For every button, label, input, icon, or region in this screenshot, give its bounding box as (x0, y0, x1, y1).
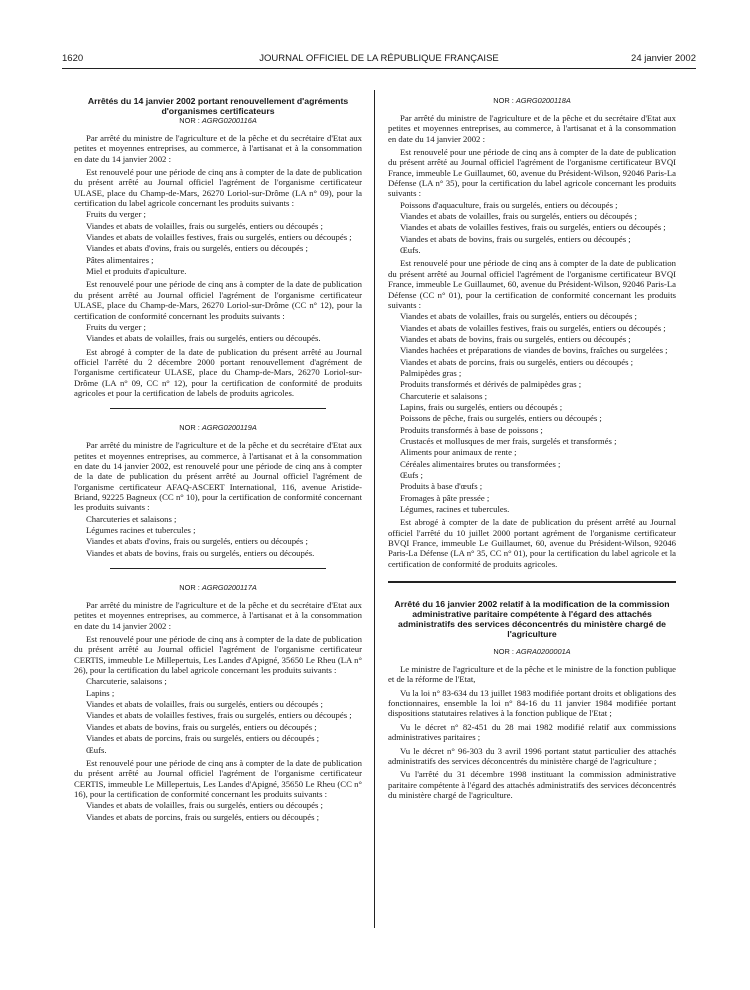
list-item: Viandes et abats de volailles, frais ou surgelés, entiers ou découpés ; (86, 220, 323, 231)
list-item: Œufs. (400, 245, 421, 256)
list-item: Viandes et abats de volailles, frais ou surgelés, entiers ou découpés ; (400, 211, 637, 222)
list-item: Fruits du verger ; (86, 209, 146, 220)
list-item: Lapins, frais ou surgelés, entiers ou découpés ; (400, 401, 563, 412)
list-item: Œufs ; (400, 470, 423, 480)
list-item: Charcuteries et salaisons ; (86, 513, 177, 524)
nor-code: AGRA0200001A (515, 647, 571, 657)
list-item: Crustacés et mollusques de mer frais, surgelés et transformés ; (400, 435, 617, 446)
issue-date: 24 janvier 2002 (631, 53, 696, 64)
header-rule (62, 68, 696, 69)
list-item: Légumes racines et tubercules ; (86, 525, 196, 535)
decree-title-2: Arrêté du 16 janvier 2002 relatif à la modification de la commission administrative paritaire compétente à l'égard des attachés administratifs des services déconcentrés du ministère chargé de l'agriculture (394, 599, 670, 640)
section-divider (110, 568, 326, 569)
right-column (388, 96, 676, 800)
list-item: Poissons d'aquaculture, frais ou surgelés, entiers ou découpés ; (400, 199, 618, 210)
list-item: Viandes et abats de porcins, frais ou surgelés, entiers ou découpés ; (86, 733, 320, 744)
nor-reference: NOR : AGRG0200118A (493, 96, 571, 105)
list-item: Charcuterie et salaisons ; (400, 390, 488, 401)
list-item: Viandes et abats de porcins, frais ou surgelés, entiers ou découpés ; (86, 811, 320, 822)
list-item: Viandes et abats de bovins, frais ou surgelés, entiers ou découpés ; (400, 333, 631, 344)
paragraph: Est renouvelé pour une période de cinq ans à compter de la date de publication du présent arrêté au Journal officiel l'agrément de l'organisme certificateur ULASE, place du Champ-de-Mars, 26270 Loriol-sur-Drôme (CC n° 12), pour la certification de conformité concernant les produits suivants : (74, 279, 362, 321)
paragraph: Est renouvelé pour une période de cinq ans à compter de la date de publication du présent arrêté au Journal officiel l'agrément de l'organisme certificateur BVQI France, immeuble Le Guillaumet, 60, avenue du Président-Wilson, 92046 Paris-La Défense (CC n° 01), pour la certification de conformité concernant les produits suivants : (388, 258, 676, 310)
journal-title: JOURNAL OFFICIEL DE LA RÉPUBLIQUE FRANÇAISE (259, 53, 499, 64)
list-item: Produits transformés et dérivés de palmipèdes gras ; (400, 379, 582, 390)
nor-code: AGRG0200117A (201, 583, 257, 593)
list-item: Miel et produits d'apiculture. (86, 266, 187, 277)
left-column (74, 96, 362, 822)
list-item: Viandes et abats de volailles festives, frais ou surgelés, entiers ou découpés ; (400, 322, 666, 333)
paragraph: Vu l'arrêté du 31 décembre 1998 instituant la commission administrative paritaire compétente à l'égard des attachés administratifs des services déconcentrés du ministère chargé de l'agriculture. (388, 769, 676, 800)
list-item: Viandes et abats d'ovins, frais ou surgelés, entiers ou découpés ; (86, 536, 308, 547)
list-item: Fruits du verger ; (86, 321, 146, 332)
list-item: Viandes et abats de volailles festives, frais ou surgelés, entiers ou découpés ; (86, 710, 352, 721)
paragraph: Est renouvelé pour une période de cinq ans à compter de la date de publication du présent arrêté au Journal officiel l'agrément de l'organisme certificateur BVQI France, immeuble Le Guillaumet, 60, avenue du Président-Wilson, 92046 Paris-La Défense (LA n° 35), pour la certification du label agricole concernant les produits suivants : (388, 147, 676, 199)
decree-separator (388, 581, 676, 583)
page-header (62, 53, 696, 67)
list-item: Produits à base d'œufs ; (400, 481, 483, 492)
nor-code: AGRG0200116A (201, 116, 257, 125)
paragraph: Est abrogé à compter de la date de publication du présent arrêté au Journal officiel l'arrêté du 2 décembre 2000 portant renouvellement d'agrément de l'organisme certificateur ULASE, place du Champ-de-Mars, 26270 Loriol-sur-Drôme (LA n° 09, CC n° 12), pour la certification de conformité de produits agricoles et pour la certification de labels de produits agricoles. (74, 346, 362, 398)
paragraph: Vu la loi n° 83-634 du 13 juillet 1983 modifiée portant droits et obligations des fonctionnaires, ensemble la loi n° 84-16 du 11 janvier 1984 modifiée portant dispositions statutaires relatives à la fonction publique de l'Etat ; (388, 687, 676, 719)
paragraph: Par arrêté du ministre de l'agriculture et de la pêche et du secrétaire d'Etat aux petites et moyennes entreprises, au commerce, à l'artisanat et à la consommation en date du 14 janvier 2002, est renouvelé pour une période de cinq ans à compter de la date de publication du présent arrêté au Journal officiel l'agrément de l'organisme certificateur AFAQ-ASCERT International, 116, avenue Aristide-Briand, 92225 Bagneux (CC n° 10), pour la certification de conformité concernant les produits suivants : (74, 440, 362, 513)
list-item: Charcuterie, salaisons ; (86, 676, 167, 687)
list-item: Viandes et abats de volailles festives, frais ou surgelés, entiers ou découpés ; (400, 222, 666, 233)
nor-code: AGRG0200119A (201, 423, 257, 433)
paragraph: Par arrêté du ministre de l'agriculture et de la pêche et du secrétaire d'Etat aux petites et moyennes entreprises, au commerce, à l'artisanat et à la consommation en date du 14 janvier 2002 : (74, 600, 362, 631)
list-item: Aliments pour animaux de rente ; (400, 447, 517, 458)
list-item: Viandes et abats de bovins, frais ou surgelés, entiers ou découpés. (86, 547, 315, 558)
list-item: Poissons de pêche, frais ou surgelés, entiers ou découpés ; (400, 413, 602, 424)
list-item: Viandes et abats de volailles, frais ou surgelés, entiers ou découpés ; (86, 800, 323, 811)
list-item: Viandes et abats de bovins, frais ou surgelés, entiers ou découpés ; (400, 233, 631, 244)
list-item: Viandes et abats de volailles festives, frais ou surgelés, entiers ou découpés ; (86, 232, 352, 243)
paragraph: Est renouvelé pour une période de cinq ans à compter de la date de publication du présent arrêté au Journal officiel l'agrément de l'organisme certificateur CERTIS, immeuble Le Millepertuis, Les Landes d'Apigné, 35650 Le Rheu (CC n° 16), pour la certification de conformité concernant les produits suivants : (74, 757, 362, 799)
list-item: Produits transformés à base de poissons ; (400, 424, 543, 435)
paragraph: Vu le décret n° 96-303 du 3 avril 1996 portant statut particulier des attachés administratifs des services déconcentrés du ministère chargé de l'agriculture ; (388, 745, 676, 766)
list-item: Céréales alimentaires brutes ou transformées ; (400, 458, 561, 469)
paragraph: Vu le décret n° 82-451 du 28 mai 1982 modifié relatif aux commissions administratives paritaires ; (388, 721, 676, 743)
list-item: Viandes et abats de porcins, frais ou surgelés, entiers ou découpés ; (400, 356, 634, 367)
nor-reference: NOR : AGRG0200119A (179, 423, 257, 433)
nor-reference: NOR : AGRG0200117A (179, 583, 257, 593)
section-divider (110, 408, 326, 409)
list-item: Viandes et abats de volailles, frais ou surgelés, entiers ou découpés ; (400, 311, 637, 322)
paragraph: Le ministre de l'agriculture et de la pêche et le ministre de la fonction publique et de la réforme de l'Etat, (388, 664, 676, 685)
paragraph: Est renouvelé pour une période de cinq ans à compter de la date de publication du présent arrêté au Journal officiel l'agrément de l'organisme certificateur CERTIS, immeuble Le Millepertuis, Les Landes d'Apigné, 35650 Le Rheu (LA n° 26), pour la certification du label agricole concernant les produits suivants : (74, 634, 362, 676)
list-item: Fromages à pâte pressée ; (400, 492, 490, 503)
paragraph: Par arrêté du ministre de l'agriculture et de la pêche et du secrétaire d'Etat aux petites et moyennes entreprises, au commerce, à l'artisanat et à la consommation en date du 14 janvier 2002 : (74, 133, 362, 164)
list-item: Viandes et abats de bovins, frais ou surgelés, entiers ou découpés ; (86, 721, 317, 732)
nor-code: AGRG0200118A (515, 96, 571, 105)
list-item: Palmipèdes gras ; (400, 367, 462, 378)
page-number: 1620 (62, 53, 84, 64)
paragraph: Est abrogé à compter de la date de publication du présent arrêté au Journal officiel l'arrêté du 10 juillet 2000 portant agrément de l'organisme certificateur BVQI France, immeuble Le Guillaumet, 60, avenue du Président-Wilson, 92046 Paris-La Défense (LA n° 35, CC n° 01), pour la certification du label agricole et la certification de conformité de produits agricoles. (388, 517, 676, 569)
column-rule (374, 90, 375, 928)
paragraph: Est renouvelé pour une période de cinq ans à compter de la date de publication du présent arrêté au Journal officiel l'agrément de l'organisme certificateur ULASE, place du Champ-de-Mars, 26270 Loriol-sur-Drôme (LA n° 09), pour la certification du label agricole concernant les produits suivants : (74, 167, 362, 209)
list-item: Lapins ; (86, 687, 115, 698)
list-item: Viandes et abats de volailles, frais ou surgelés, entiers ou découpés ; (86, 699, 323, 710)
list-item: Pâtes alimentaires ; (86, 254, 154, 265)
list-item: Œufs. (86, 744, 107, 755)
decree-title-1: Arrêtés du 14 janvier 2002 portant renouvellement d'agréments d'organismes certificateurs (87, 96, 349, 116)
list-item: Viandes hachées et préparations de viandes de bovins, fraîches ou surgelées ; (400, 345, 668, 356)
list-item: Viandes et abats d'ovins, frais ou surgelés, entiers ou découpés ; (86, 243, 308, 254)
list-item: Viandes et abats de volailles, frais ou surgelés, entiers ou découpés. (86, 333, 321, 344)
nor-reference: NOR : AGRG0200116A (179, 116, 257, 125)
list-item: Légumes, racines et tubercules. (400, 504, 510, 515)
paragraph: Par arrêté du ministre de l'agriculture et de la pêche et du secrétaire d'Etat aux petites et moyennes entreprises, au commerce, à l'artisanat et à la consommation en date du 14 janvier 2002 : (388, 113, 676, 144)
nor-reference: NOR : AGRA0200001A (493, 647, 571, 657)
